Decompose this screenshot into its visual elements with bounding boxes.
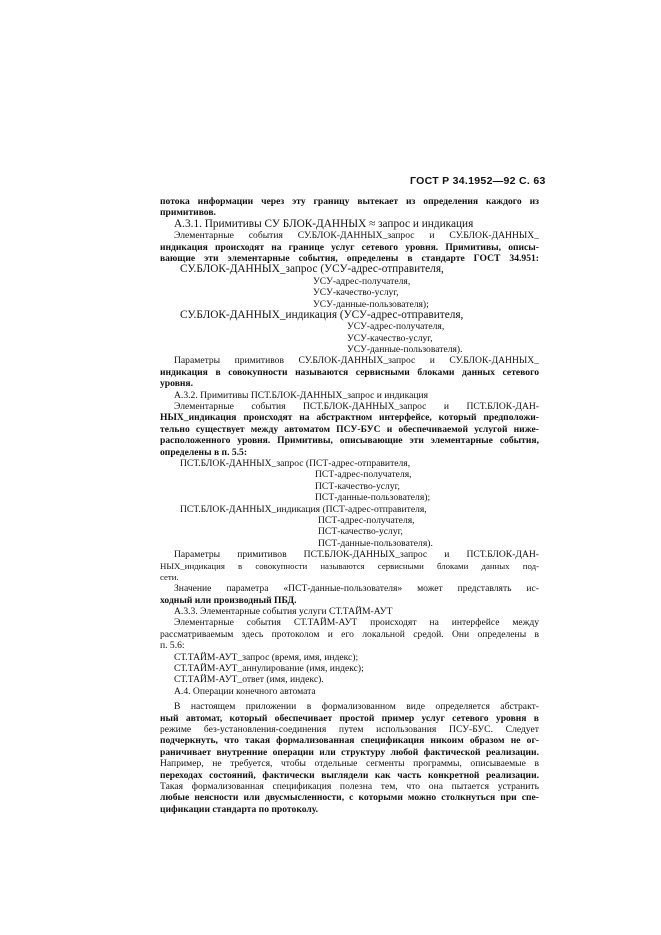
primitive-parameter: УСУ-адрес-получателя, (347, 321, 445, 333)
text-line: Элементарные события СТ.ТАЙМ-АУТ происходят на интерфейсе между (174, 617, 539, 629)
text-line: расположенного уровня. Примитивы, описывающие эти элементарные события, (160, 435, 539, 447)
text-line: сети. (160, 571, 179, 582)
text-line: индикация в совокупности называются сервисными блоками данных сетевого (160, 366, 539, 378)
text-line: тельно существует между автоматом ПСУ-БУС и обеспечиваемой услугой ниже- (160, 423, 539, 435)
primitive-parameter: УСУ-данные-пользователя). (347, 344, 463, 356)
text-line: вающие эти элементарные события, определены в стандарте ГОСТ 34.951: (160, 252, 539, 264)
text-line: НЫХ_индикация в совокупности называются сервисными блоками данных под- (160, 560, 539, 571)
text-line: ходный или производный ПБД. (160, 594, 297, 606)
text-line: Например, не требуется, чтобы отдельные сегменты программы, описываемые в (160, 758, 539, 770)
section-heading-a4: А.4. Операции конечного автомата (174, 685, 316, 697)
text-line: Такая формализованная спецификация полезна тем, что она пытается устранить (160, 780, 539, 792)
text-line: п. 5.6: (160, 640, 185, 652)
section-heading-a33: А.3.3. Элементарные события услуги СТ.ТАЙМ-АУТ (174, 606, 393, 618)
text-line: подчеркнуть, что такая формализованная спецификация никоим образом не ог- (160, 735, 539, 747)
primitive-definition: ПСТ.БЛОК-ДАННЫХ_запрос (ПСТ-адрес-отправителя, (180, 457, 411, 469)
text-line: ный автомат, который обеспечивает простой пример услуг сетевого уровня в (160, 712, 539, 724)
primitive-definition: СУ.БЛОК-ДАННЫХ_индикация (УСУ-адрес-отправителя, (180, 309, 464, 321)
text-line: НЫХ_индикация происходят на абстрактном интерфейсе, который предположи- (160, 412, 539, 424)
text-line: потока информации через эту границу вытекает из определения каждого из (160, 196, 539, 207)
primitive-parameter: ПСТ-качество-услуг, (318, 526, 403, 538)
primitive-parameter: ПСТ-адрес-получателя, (315, 469, 412, 481)
primitive-definition: СТ.ТАЙМ-АУТ_аннулирование (имя, индекс); (174, 663, 364, 675)
primitive-parameter: УСУ-качество-услуг, (313, 287, 399, 299)
text-line: цификации стандарта по протоколу. (160, 803, 319, 815)
primitive-parameter: ПСТ-данные-пользователя); (315, 492, 431, 504)
text-line: раничивает внутренние операции или структуру любой фактической реализации. (160, 746, 539, 758)
primitive-parameter: ПСТ-качество-услуг, (315, 480, 400, 492)
document-body (160, 196, 539, 815)
primitive-parameter: УСУ-качество-услуг, (347, 332, 433, 344)
text-line: уровня. (160, 378, 193, 390)
text-line: В настоящем приложении в формализованном виде определяется абстракт- (174, 701, 539, 713)
text-line: Значение параметра «ПСТ-данные-пользователя» может представлять ис- (174, 583, 539, 595)
text-line: Элементарные события СУ.БЛОК-ДАННЫХ_запрос и СУ.БЛОК-ДАННЫХ_ (174, 230, 539, 242)
running-header: ГОСТ Р 34.1952—92 С. 63 (410, 175, 546, 187)
text-line: определены в п. 5.5: (160, 446, 248, 458)
primitive-definition: СУ.БЛОК-ДАННЫХ_запрос (УСУ-адрес-отправителя, (180, 264, 444, 276)
text-line: переходах состояний, фактически выглядели как часть конкретной реализации. (160, 769, 539, 781)
section-heading-a32: А.3.2. Примитивы ПСТ.БЛОК-ДАННЫХ_запрос и индикация (174, 389, 429, 401)
text-line: Элементарные события ПСТ.БЛОК-ДАННЫХ_запрос и ПСТ.БЛОК-ДАН- (174, 401, 539, 413)
text-line: любые неясности или двусмысленности, с которыми можно столкнуться при спе- (160, 792, 539, 804)
primitive-definition: СТ.ТАЙМ-АУТ_ответ (имя, индекс). (174, 674, 324, 686)
primitive-definition: ПСТ.БЛОК-ДАННЫХ_индикация (ПСТ-адрес-отправителя, (180, 503, 427, 515)
text-line: Параметры примитивов СУ.БЛОК-ДАННЫХ_запрос и СУ.БЛОК-ДАННЫХ_ (174, 355, 539, 367)
text-line: рассматриваемым здесь протоколом и его локальной средой. Они определены в (160, 628, 539, 640)
primitive-parameter: УСУ-адрес-получателя, (313, 275, 411, 287)
primitive-parameter: ПСТ-данные-пользователя). (318, 537, 433, 549)
text-line: режиме без-установления-соединения путем использования ПСУ-БУС. Следует (160, 723, 539, 735)
text-line: Параметры примитивов ПСТ.БЛОК-ДАННЫХ_запрос и ПСТ.БЛОК-ДАН- (174, 549, 539, 561)
primitive-parameter: УСУ-данные-пользователя); (313, 298, 429, 310)
section-heading-a31: А.3.1. Примитивы СУ БЛОК-ДАННЫХ ≈ запрос и индикация (174, 218, 474, 230)
primitive-definition: СТ.ТАЙМ-АУТ_запрос (время, имя, индекс); (174, 651, 359, 663)
primitive-parameter: ПСТ-адрес-получателя, (318, 514, 415, 526)
text-line: индикация происходят на границе услуг сетевого уровня. Примитивы, описы- (160, 241, 539, 253)
text-line: примитивов. (160, 207, 216, 219)
